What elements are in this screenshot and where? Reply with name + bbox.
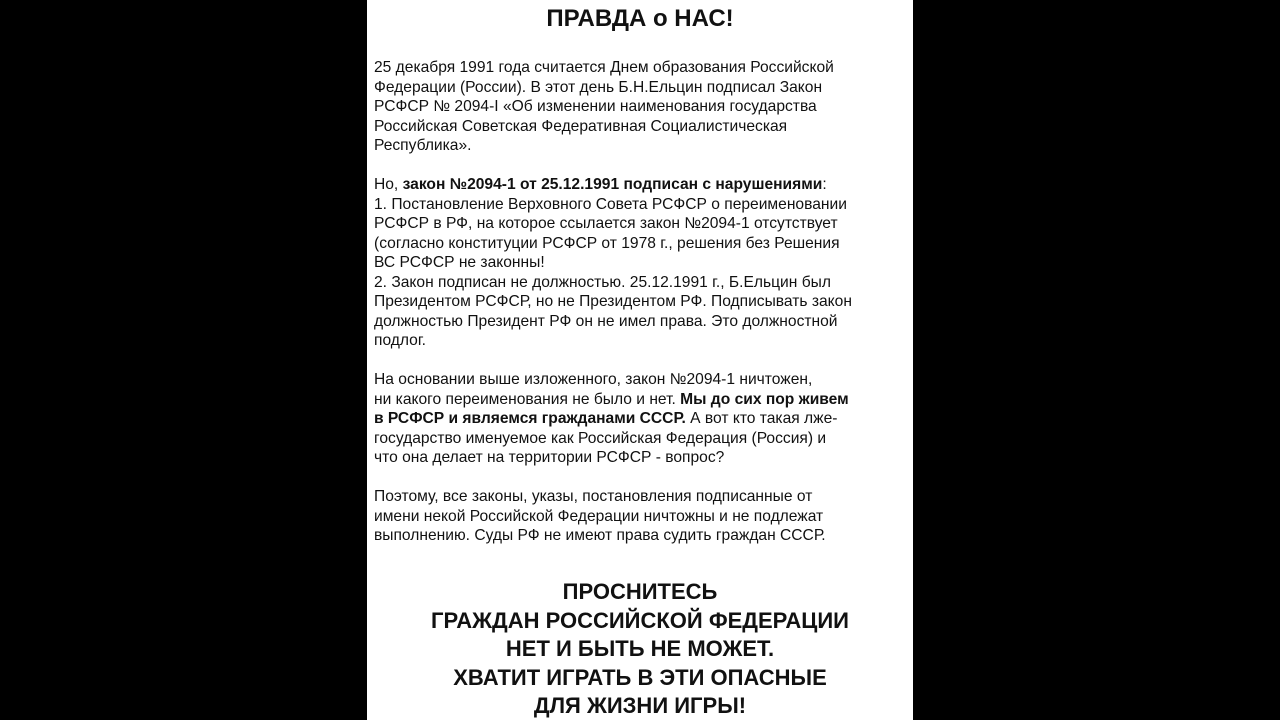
cta-line: ПРОСНИТЕСЬ [562, 579, 718, 604]
text-line: РСФСР в РФ, на которое ссылается закон №2094-1 отсутствует [374, 215, 838, 232]
text-line: РСФСР № 2094-I «Об изменении наименования государства [374, 98, 817, 115]
paragraph-intro [374, 58, 906, 156]
document-page [367, 0, 913, 720]
text-span: ни какого переименования не было и нет. [374, 390, 681, 408]
document-body [374, 58, 906, 546]
text-line [374, 409, 906, 429]
paragraph-conclusion [374, 370, 906, 468]
text-line: что она делает на территории РСФСР - вопрос? [374, 449, 725, 466]
violations-intro-line [374, 175, 906, 195]
text-line: Президентом РСФСР, но не Президентом РФ. Подписывать закон [374, 293, 852, 310]
text-line: выполнению. Суды РФ не имеют права судить граждан СССР. [374, 527, 826, 544]
cta-line: НЕТ И БЫТЬ НЕ МОЖЕТ. [505, 636, 775, 662]
cta-line: ГРАЖДАН РОССИЙСКОЙ ФЕДЕРАЦИИ [431, 607, 849, 633]
text-line: 1. Постановление Верховного Совета РСФСР о переименовании [374, 195, 847, 213]
text-line: (согласно конституции РСФСР от 1978 г., решения без Решения [374, 234, 840, 252]
text-line: Российская Советская Федеративная Социалистическая [374, 117, 788, 135]
paragraph-consequence [374, 487, 906, 546]
text-line: государство именуемое как Российская Федерация (Россия) и [374, 429, 827, 447]
text-line: имени некой Российской Федерации ничтожны и не подлежат [374, 507, 824, 525]
text-span: А вот кто такая лже- [685, 410, 838, 427]
paragraph-gap [374, 468, 906, 488]
cta-line: ХВАТИТ ИГРАТЬ В ЭТИ ОПАСНЫЕ [453, 664, 827, 690]
bold-text: Мы до сих пор живем [680, 390, 849, 408]
text-line: Республика». [374, 137, 472, 154]
paragraph-gap [374, 156, 906, 176]
text-line: Поэтому, все законы, указы, постановления подписанные от [374, 488, 813, 505]
bold-text: закон №2094-1 от 25.12.1991 подписан с нарушениями [402, 176, 823, 193]
text-line: подлог. [374, 332, 426, 349]
cta-line: ДЛЯ ЖИЗНИ ИГРЫ! [533, 693, 747, 719]
page-title: ПРАВДА о НАС! [546, 5, 734, 32]
bold-text: в РСФСР и являемся гражданами СССР. [374, 410, 686, 427]
text-line [374, 390, 906, 410]
text-line: На основании выше изложенного, закон №2094-1 ничтожен, [374, 371, 813, 388]
text-line: 25 декабря 1991 года считается Днем образования Российской [374, 59, 834, 76]
call-to-action [367, 578, 913, 720]
text-line: ВС РСФСР не законны! [374, 254, 545, 271]
text-span: : [822, 176, 827, 193]
paragraph-gap [374, 351, 906, 371]
text-line: 2. Закон подписан не должностью. 25.12.1991 г., Б.Ельцин был [374, 273, 831, 291]
text-span: Но, [374, 176, 403, 193]
text-line: Федерации (России). В этот день Б.Н.Ельцин подписал Закон [374, 78, 823, 96]
text-line: должностью Президент РФ он не имел права. Это должностной [374, 312, 838, 330]
paragraph-violations [374, 175, 906, 351]
